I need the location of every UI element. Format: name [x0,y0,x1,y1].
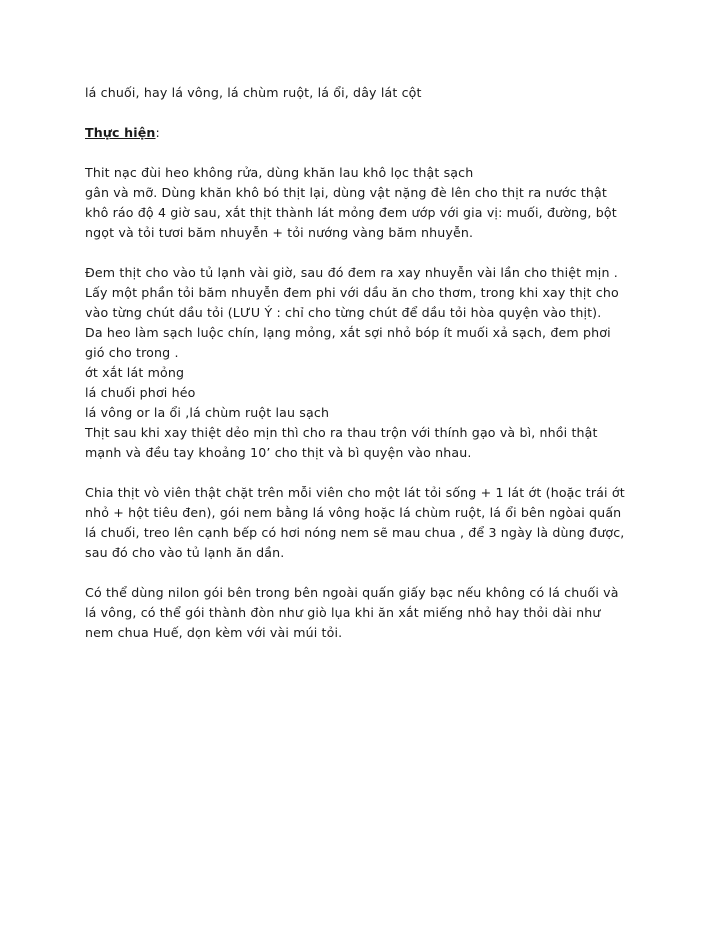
section-heading-colon: : [155,125,160,140]
paragraph-gap [85,143,685,163]
paragraph-2 [85,263,685,463]
paragraph-4 [85,583,685,643]
text-line: Lấy một phần tỏi băm nhuyễn đem phi với dầu ăn cho thơm, trong khi xay thịt cho [85,285,619,300]
text-line: Có thể dùng nilon gói bên trong bên ngoài quấn giấy bạc nếu không có lá chuối và [85,585,619,600]
paragraph-gap [85,243,685,263]
paragraph-gap [85,563,685,583]
text-line: lá vông, có thể gói thành đòn như giò lụa khi ăn xắt miếng nhỏ hay thỏi dài như [85,605,601,620]
text-line: lá chuối, treo lên cạnh bếp có hơi nóng nem sẽ mau chua , để 3 ngày là dùng được, [85,525,625,540]
text-line: Chia thịt vò viên thật chặt trên mỗi viên cho một lát tỏi sống + 1 lát ớt (hoặc trái ớt [85,485,625,500]
text-line: Thit nạc đùi heo không rửa, dùng khăn lau khô lọc thật sạch [85,165,474,180]
text-line: gân và mỡ. Dùng khăn khô bó thịt lại, dùng vật nặng đè lên cho thịt ra nước thật [85,185,608,200]
text-line: nem chua Huế, dọn kèm với vài múi tỏi. [85,625,343,640]
text-line: ngọt và tỏi tươi băm nhuyễn + tỏi nướng vàng băm nhuyễn. [85,225,474,240]
paragraph-1 [85,163,685,243]
paragraph-gap [85,463,685,483]
text-line: lá chuối phơi héo [85,385,196,400]
text-line: ớt xắt lát mỏng [85,365,185,380]
paragraph-3 [85,483,685,563]
text-line: vào từng chút dầu tỏi (LƯU Ý : chỉ cho từng chút để dầu tỏi hòa quyện vào thịt). [85,305,602,320]
text-line: sau đó cho vào tủ lạnh ăn dần. [85,545,285,560]
section-heading: Thực hiện [85,125,156,140]
text-line: gió cho trong . [85,345,179,360]
text-line: Đem thịt cho vào tủ lạnh vài giờ, sau đó đem ra xay nhuyễn vài lần cho thiệt mịn . [85,265,618,280]
paragraph-gap [85,103,685,123]
section-heading-line [85,123,685,143]
text-line: nhỏ + hột tiêu đen), gói nem bằng lá vông hoặc lá chùm ruột, lá ổi bên ngòai quấn [85,505,622,520]
text-line: mạnh và đều tay khoảng 10’ cho thịt và bì quyện vào nhau. [85,445,472,460]
text-line: Da heo làm sạch luộc chín, lạng mỏng, xắt sợi nhỏ bóp ít muối xả sạch, đem phơi [85,325,611,340]
text-line: Thịt sau khi xay thiệt dẻo mịn thì cho ra thau trộn với thính gạo và bì, nhồi thật [85,425,598,440]
intro-line: lá chuối, hay lá vông, lá chùm ruột, lá ổi, dây lát cột [85,85,422,100]
text-line: lá vông or la ổi ,lá chùm ruột lau sạch [85,405,330,420]
text-line: khô ráo độ 4 giờ sau, xắt thịt thành lát mỏng đem ướp với gia vị: muối, đường, bột [85,205,617,220]
document-body [85,83,685,643]
